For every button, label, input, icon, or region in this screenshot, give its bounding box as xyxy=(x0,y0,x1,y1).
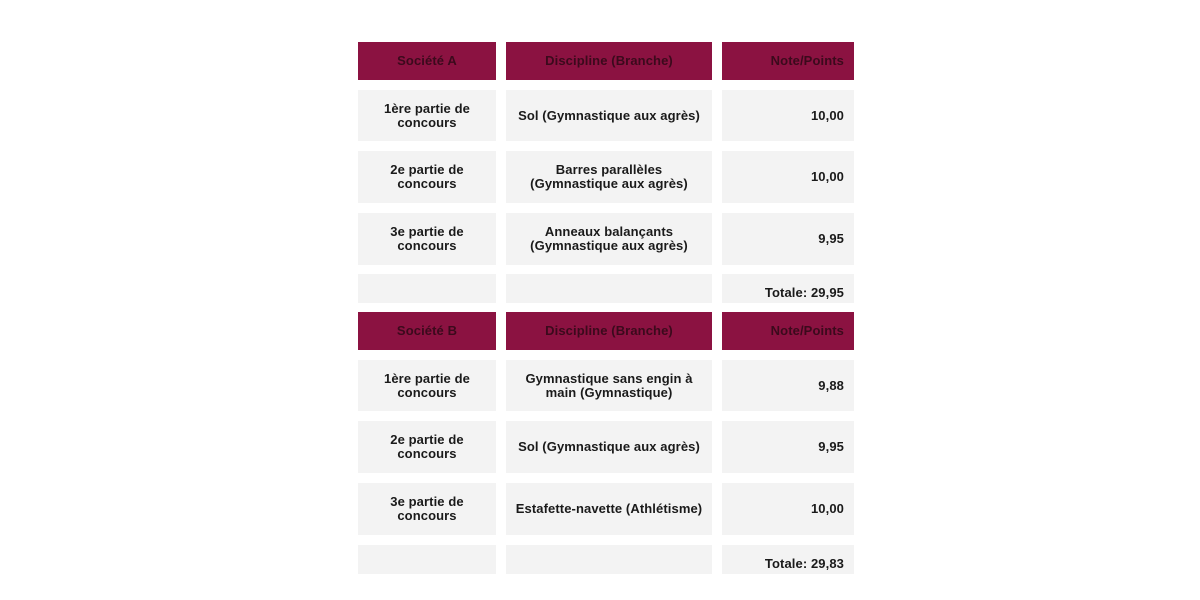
table-b-header-discipline: Discipline (Branche) xyxy=(506,312,712,350)
table-a-row-2-part: 2e partie de concours xyxy=(358,151,496,203)
table-a-row-1-discipline: Sol (Gymnastique aux agrès) xyxy=(506,90,712,141)
table-b-row-1-part: 1ère partie de concours xyxy=(358,360,496,411)
table-b-row-1-discipline: Gymnastique sans engin à main (Gymnastique) xyxy=(506,360,712,411)
table-b-header-points: Note/Points xyxy=(722,312,854,350)
table-a-row-3-discipline: Anneaux balançants (Gymnastique aux agrès) xyxy=(506,213,712,265)
table-a-header-points: Note/Points xyxy=(722,42,854,80)
table-b-row-2-part: 2e partie de concours xyxy=(358,421,496,473)
table-a-total: Totale: 29,95 xyxy=(722,274,854,303)
table-a-row-1-part: 1ère partie de concours xyxy=(358,90,496,141)
table-b-total: Totale: 29,83 xyxy=(722,545,854,574)
table-a-row-2-discipline: Barres parallèles (Gymnastique aux agrès) xyxy=(506,151,712,203)
table-b-row-1-score: 9,88 xyxy=(722,360,854,411)
table-a-row-2-score: 10,00 xyxy=(722,151,854,203)
table-a-total-empty-1 xyxy=(358,274,496,303)
table-b-row-2-score: 9,95 xyxy=(722,421,854,473)
table-a-row-3-score: 9,95 xyxy=(722,213,854,265)
table-b-row-3-score: 10,00 xyxy=(722,483,854,535)
table-b-row-3-part: 3e partie de concours xyxy=(358,483,496,535)
table-b-total-empty-2 xyxy=(506,545,712,574)
table-a-header-discipline: Discipline (Branche) xyxy=(506,42,712,80)
table-a-header-societe: Société A xyxy=(358,42,496,80)
table-b-header-societe: Société B xyxy=(358,312,496,350)
table-a-row-1-score: 10,00 xyxy=(722,90,854,141)
table-b-total-empty-1 xyxy=(358,545,496,574)
table-a-row-3-part: 3e partie de concours xyxy=(358,213,496,265)
table-a-total-empty-2 xyxy=(506,274,712,303)
table-b-row-3-discipline: Estafette-navette (Athlétisme) xyxy=(506,483,712,535)
table-b-row-2-discipline: Sol (Gymnastique aux agrès) xyxy=(506,421,712,473)
